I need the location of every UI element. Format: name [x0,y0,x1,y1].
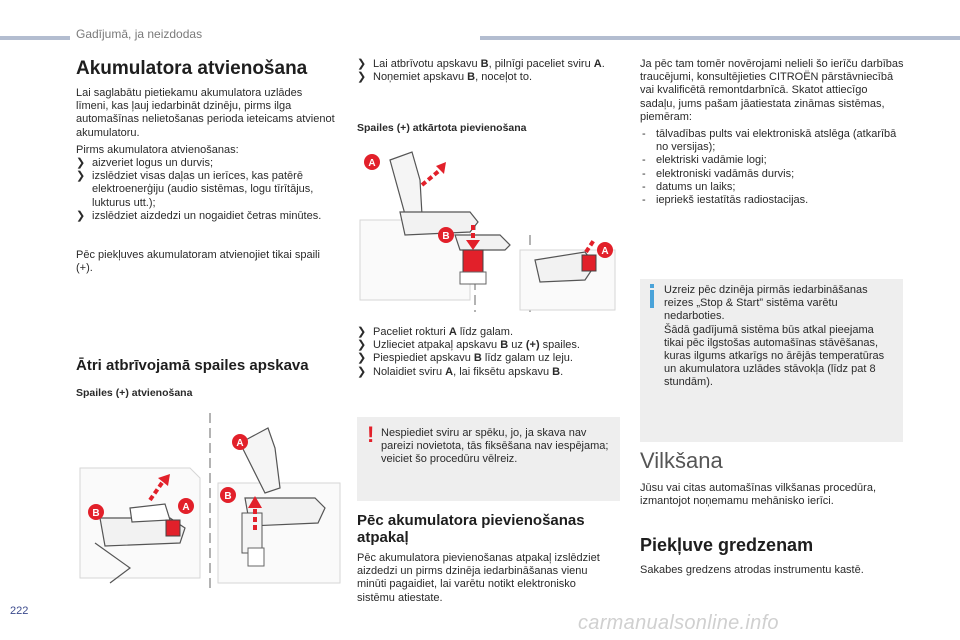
list-item: ❯ izslēdziet visas daļas un ierīces, kas patērē elektroenerģiju (audio sistēmas, logu tīrītājus, lukturus utt.); [76,170,314,209]
info-text: Uzreiz pēc dzinēja pirmās iedarbināšanas reizes „Stop & Start” sistēma varētu nedarboties. Šādā gadījumā sistēma būs atkal pieejama tikai pēc ilgstošas automašīnas stāvēšanas, kuras ilgums atkarīgs no ārējās temperatūras un akumulatora uzlādes stāvokļa (līdz pat 8 stundām). [664,284,885,389]
list-item: - tālvadības pults vai elektroniskā atslēga (atkarībā no versijas); [642,128,897,154]
list-item: ❯ Uzlieciet atpakaļ apskavu B uz (+) spailes. [357,339,580,352]
list-item: - iepriekš iestatītās radiostacijas. [642,194,809,207]
info-icon-stem [650,290,654,308]
reconnect-title: Pēc akumulatora pievienošanas atpakaļ [357,512,585,546]
header-bar-left [0,36,70,40]
systems-list [640,128,905,207]
arrow-bullet-icon: ❯ [76,209,86,222]
list-item: - elektroniski vadāmās durvis; [642,167,795,180]
prep-steps-list [76,157,336,223]
arrow-bullet-icon: ❯ [357,326,367,338]
arrow-bullet-icon: ❯ [357,352,367,365]
after-text: Pēc piekļuves akumulatoram atvienojiet tikai spaili (+). [76,249,320,275]
arrow-bullet-icon: ❯ [357,339,367,352]
warning-box [357,417,620,501]
info-box [640,279,903,442]
reconnect-steps-list [357,326,622,379]
list-item: ❯ Paceliet rokturi A līdz galam. [357,326,514,338]
intro-text: Lai saglabātu pietiekamu akumulatora uzlādes līmeni, kas ļauj iedarbināt dzinēju, pirms ilga automašīnas nelietošanas perioda ieteicams atvienot akumulatoru. [76,87,335,139]
fig-label-a: A [601,246,609,257]
fig-label-b: B [92,508,100,519]
fig-label-a: A [368,158,376,169]
list-item: ❯ Noņemiet apskavu B, noceļot to. [357,71,532,84]
arrow-bullet-icon: ❯ [76,157,86,169]
disconnect-label: Spailes (+) atvienošana [76,387,193,399]
list-item: ❯ Lai atbrīvotu apskavu B, pilnīgi paceliet sviru A. [357,58,605,70]
fig-label-b: B [224,491,232,502]
quick-release-title: Ātri atbrīvojamā spailes apskava [76,357,309,374]
reconnect-label: Spailes (+) atkārtota pievienošana [357,122,527,134]
info-icon [650,284,654,288]
release-steps-list [357,58,617,84]
reset-intro: Ja pēc tam tomēr novērojami nelieli šo ierīču darbības traucējumi, konsultējieties CITROËN pārstāvniecībā vai kvalificētā remontdarbnīcā. Skatot attiecīgo sadaļu, jums pašam jāatiestata zināmas sistēmas, piemēram: [640,58,904,123]
clamp-closed-image [80,468,200,583]
fig-label-a: A [236,438,244,449]
reconnect-illustration [360,140,620,315]
warning-text: Nespiediet sviru ar spēku, jo, ja skava nav pareizi novietota, tās fiksēšana nav iespējama; veiciet šo procedūru vēlreiz. [381,427,609,466]
ring-title: Piekļuve gredzenam [640,535,814,555]
before-label: Pirms akumulatora atvienošanas: [76,144,239,156]
towing-title: Vilkšana [640,448,723,473]
page-title: Akumulatora atvienošana [76,58,308,79]
disconnect-illustration [70,408,345,598]
fig-label-a: A [182,502,190,513]
ring-text: Sakabes gredzens atrodas instrumentu kastē. [640,564,864,576]
arrow-bullet-icon: ❯ [357,58,367,70]
section-header: Gadījumā, ja neizdodas [76,27,203,41]
arrow-bullet-icon: ❯ [357,365,367,378]
list-item: ❯ Nolaidiet sviru A, lai fiksētu apskavu B. [357,365,564,378]
clamp-open-image [218,428,340,583]
warning-icon: ! [367,422,375,447]
arrow-bullet-icon: ❯ [357,71,367,84]
list-item: - datums un laiks; [642,180,736,193]
list-item: ❯ Piespiediet apskavu B līdz galam uz leju. [357,352,573,365]
page-number: 222 [10,605,29,617]
header-bar-right [480,36,960,40]
list-item: - elektriski vadāmie logi; [642,154,767,167]
towing-text: Jūsu vai citas automašīnas vilkšanas procedūra, izmantojot noņemamu mehānisko ierīci. [640,482,877,508]
arrow-bullet-icon: ❯ [76,170,86,183]
watermark: carmanualsonline.info [578,612,779,634]
list-item: ❯ izslēdziet aizdedzi un nogaidiet četras minūtes. [76,209,322,222]
list-item: ❯ aizveriet logus un durvis; [76,157,214,169]
reconnect-text: Pēc akumulatora pievienošanas atpakaļ izslēdziet aizdedzi un pirms dzinēja iedarbināšanas vienu minūti pagaidiet, lai varētu notikt elektronisko sistēmu atiestate. [357,552,600,604]
fig-label-b: B [442,231,450,242]
